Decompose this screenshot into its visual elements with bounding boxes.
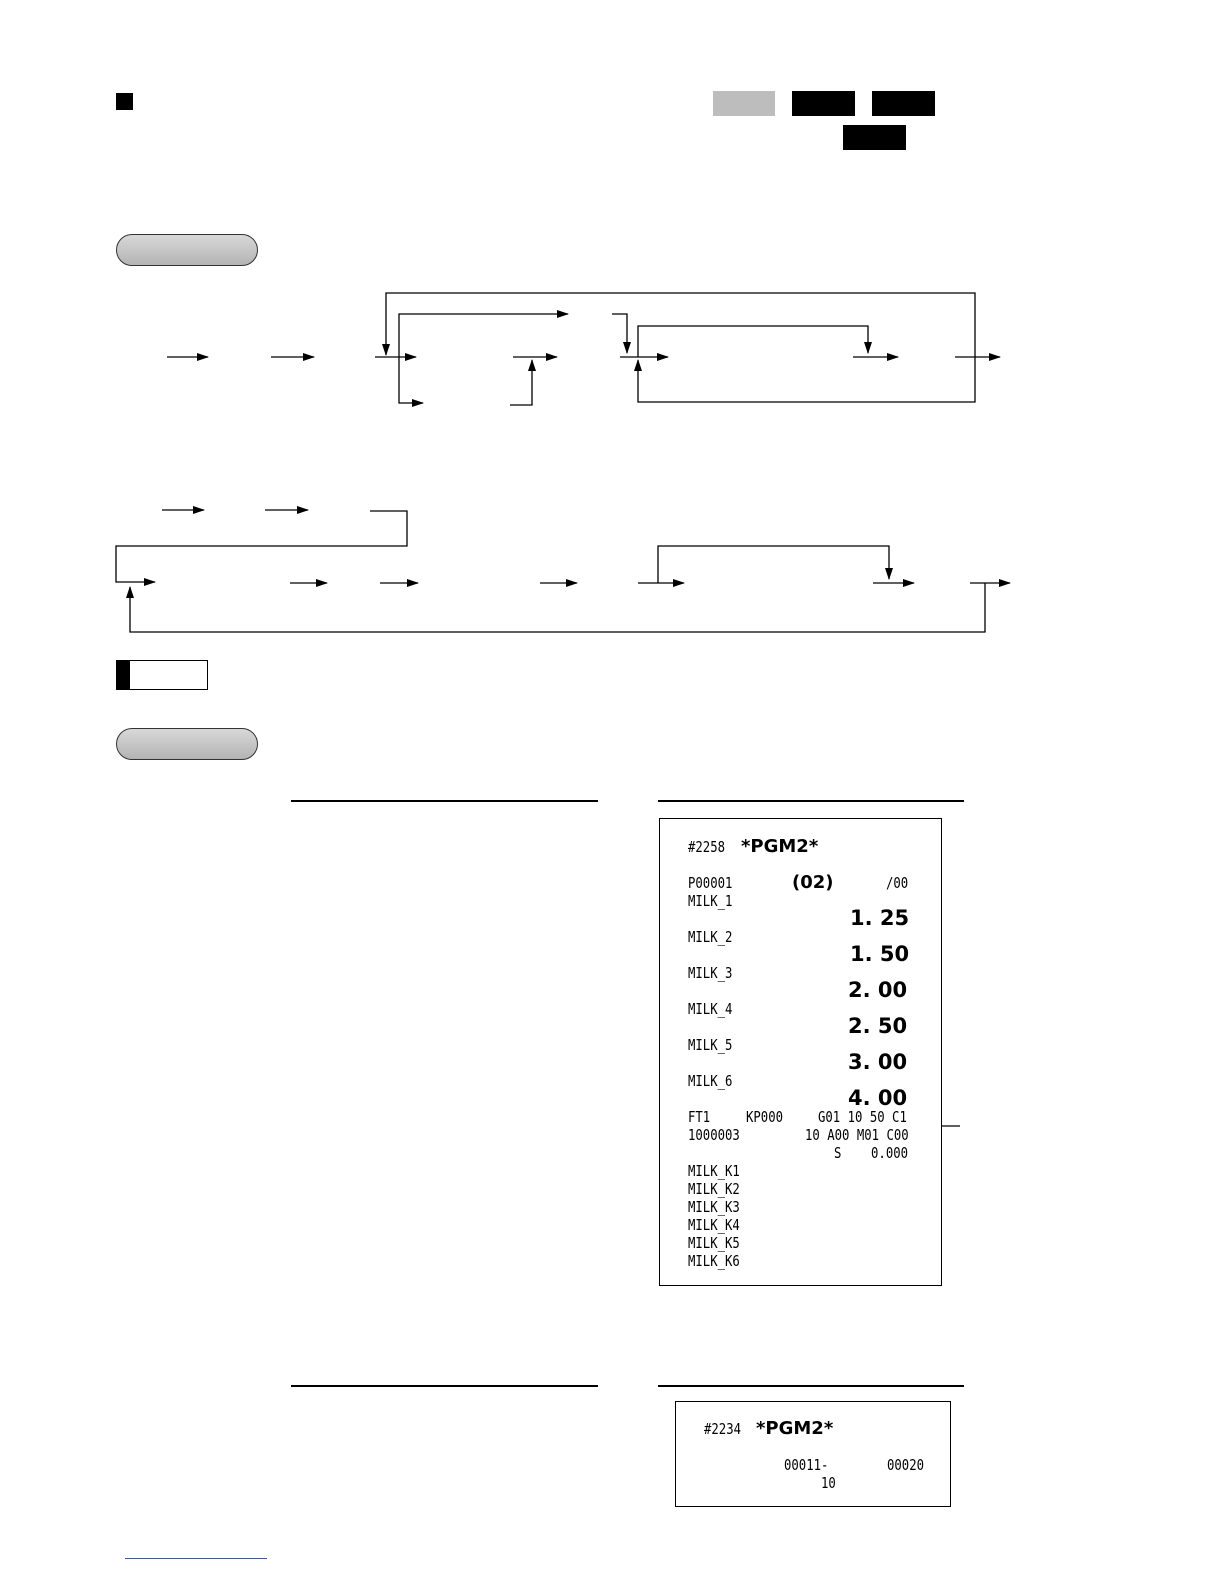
print-rule-2 <box>658 1385 964 1387</box>
receipt-print-2 <box>675 1401 951 1507</box>
flow1-inner-skip <box>638 326 868 357</box>
key-operation-rule-2 <box>291 1385 598 1387</box>
flow1-skip-upper <box>399 314 568 357</box>
flow1-skip-down <box>612 314 627 353</box>
item-name: MILK_3 <box>688 964 733 982</box>
flow1-outer-loop <box>386 293 975 357</box>
kitchen-name: MILK_K2 <box>688 1180 740 1198</box>
flow1-repeat-loop <box>638 357 975 402</box>
receipt-print-1 <box>659 818 942 1286</box>
row1-c: G01 10 50 C1 <box>818 1108 907 1126</box>
row2-c: 10 A00 M01 C00 <box>805 1126 909 1144</box>
item-name: MILK_1 <box>688 892 733 910</box>
receipt-code-c: 10 <box>821 1474 836 1492</box>
print-rule-1 <box>658 800 964 802</box>
row1-b: KP000 <box>746 1108 784 1126</box>
receipt-header: #2258 <box>688 838 726 856</box>
receipt-suffix: /00 <box>886 874 909 892</box>
receipt-header: #2234 <box>704 1420 742 1438</box>
kitchen-name: MILK_K4 <box>688 1216 740 1234</box>
footer-link-underline <box>125 1558 267 1559</box>
row2-a: 1000003 <box>688 1126 740 1144</box>
kitchen-name: MILK_K1 <box>688 1162 740 1180</box>
item-price: 3. 00 <box>848 1050 908 1074</box>
item-name: MILK_2 <box>688 928 733 946</box>
row3-c: S 0.000 <box>834 1144 909 1162</box>
flow1-branch-merge <box>510 360 532 405</box>
item-name: MILK_6 <box>688 1072 733 1090</box>
receipt-title: *PGM2* <box>756 1418 834 1439</box>
receipt-qty: (02) <box>792 872 834 893</box>
item-price: 1. 50 <box>850 942 910 966</box>
item-name: MILK_5 <box>688 1036 733 1054</box>
flow2-wrap-line <box>116 511 407 582</box>
kitchen-name: MILK_K6 <box>688 1252 740 1270</box>
receipt-title: *PGM2* <box>741 836 819 857</box>
kitchen-name: MILK_K5 <box>688 1234 740 1252</box>
row1-a: FT1 <box>688 1108 711 1126</box>
item-price: 2. 50 <box>848 1014 908 1038</box>
receipt-code-a: 00011- <box>784 1456 829 1474</box>
item-price: 1. 25 <box>850 906 910 930</box>
receipt-code: P00001 <box>688 874 733 892</box>
item-price: 4. 00 <box>848 1086 908 1110</box>
item-price: 2. 00 <box>848 978 908 1002</box>
kitchen-name: MILK_K3 <box>688 1198 740 1216</box>
key-operation-rule-1 <box>291 800 598 802</box>
flow2-repeat-loop <box>130 583 985 632</box>
item-name: MILK_4 <box>688 1000 733 1018</box>
receipt-code-b: 00020 <box>887 1456 925 1474</box>
flow1-branch-lower <box>399 357 423 403</box>
flow2-skip <box>658 546 889 583</box>
